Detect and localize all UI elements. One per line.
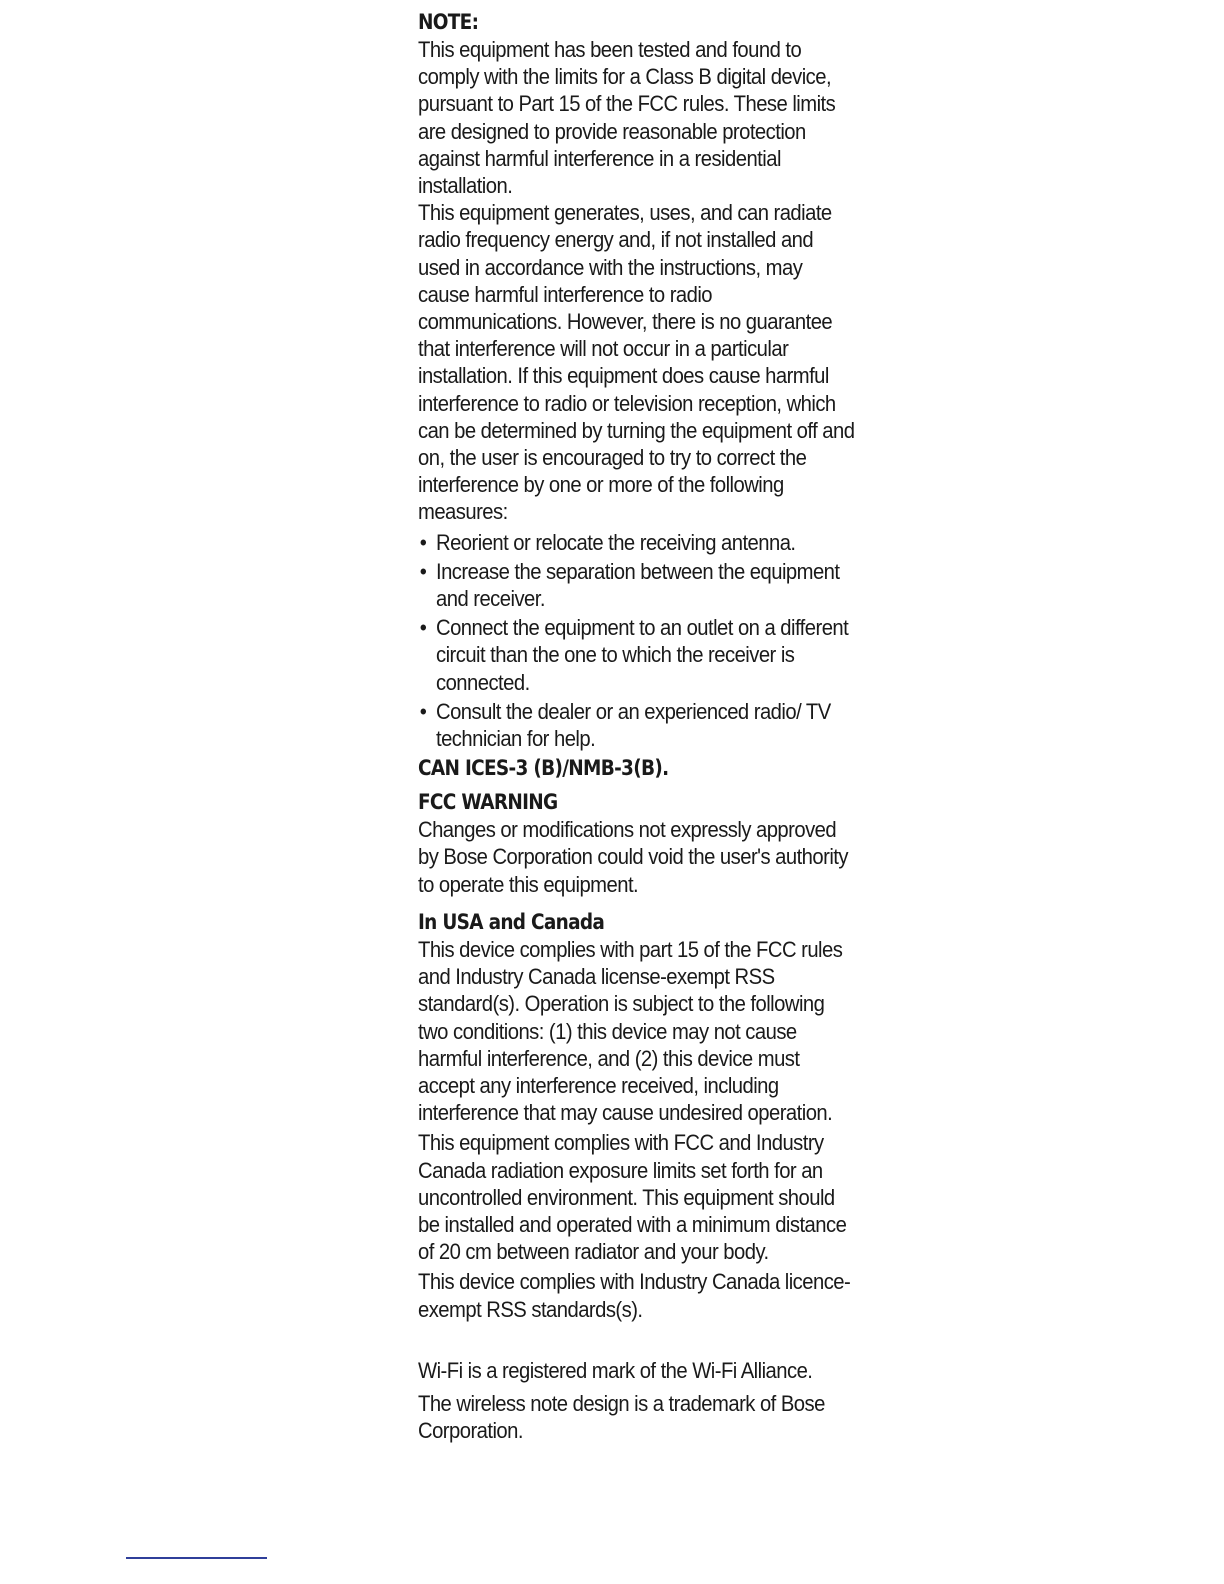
footnote-rule	[126, 1557, 267, 1559]
can-ices-label: CAN ICES-3 (B)/NMB-3(B).	[418, 756, 669, 781]
document-column	[418, 8, 858, 1444]
list-item: • Consult the dealer or an experienced radio/ TV technician for help.	[419, 698, 831, 752]
note-paragraph-2: This equipment generates, uses, and can radiate radio frequency energy and, if not installed and used in accordance with the instructions, may cause harmful interference to radio communications. However, there is no guarantee that interference will not occur in a particular installation. If this equipment does cause harmful interference to radio or television reception, which can be determined by turning the equipment off and on, the user is encouraged to try to correct the interference by one or more of the following measures:	[418, 200, 855, 525]
bullet-icon: •	[419, 558, 427, 584]
bullet-icon: •	[419, 615, 427, 641]
note-heading: NOTE:	[418, 10, 479, 34]
list-item: • Connect the equipment to an outlet on a different circuit than the one to which the receiver is connected.	[419, 615, 849, 695]
bullet-icon: •	[419, 698, 427, 724]
usa-canada-paragraph-2: This equipment complies with FCC and Industry Canada radiation exposure limits set forth for an uncontrolled environment. This equipment should be installed and operated with a minimum distance of 20 cm between radiator and your body.	[418, 1130, 847, 1265]
usa-canada-paragraph-3: This device complies with Industry Canada licence-exempt RSS standards(s).	[418, 1269, 851, 1322]
usa-canada-heading: In USA and Canada	[418, 909, 605, 934]
usa-canada-paragraph-1: This device complies with part 15 of the FCC rules and Industry Canada license-exempt RSS standard(s). Operation is subject to the following two conditions: (1) this device may not cause harmful interference, and (2) this device must accept any interference received, including interference that may cause undesired operation.	[418, 936, 843, 1126]
fcc-warning-heading: FCC WARNING	[418, 790, 558, 815]
bullet-icon: •	[419, 529, 427, 555]
note-paragraph-1: This equipment has been tested and found to comply with the limits for a Class B digital device, pursuant to Part 15 of the FCC rules. These limits are designed to provide reasonable protection against harmful interference in a residential installation.	[418, 37, 836, 199]
fcc-warning-text: Changes or modifications not expressly approved by Bose Corporation could void the user's authority to operate this equipment.	[418, 817, 848, 897]
wireless-note-trademark: The wireless note design is a trademark of Bose Corporation.	[418, 1390, 825, 1444]
list-item: • Increase the separation between the equipment and receiver.	[419, 558, 840, 612]
wifi-trademark: Wi-Fi is a registered mark of the Wi-Fi Alliance.	[418, 1357, 813, 1383]
list-item: • Reorient or relocate the receiving antenna.	[419, 529, 796, 555]
measures-list	[418, 529, 858, 753]
